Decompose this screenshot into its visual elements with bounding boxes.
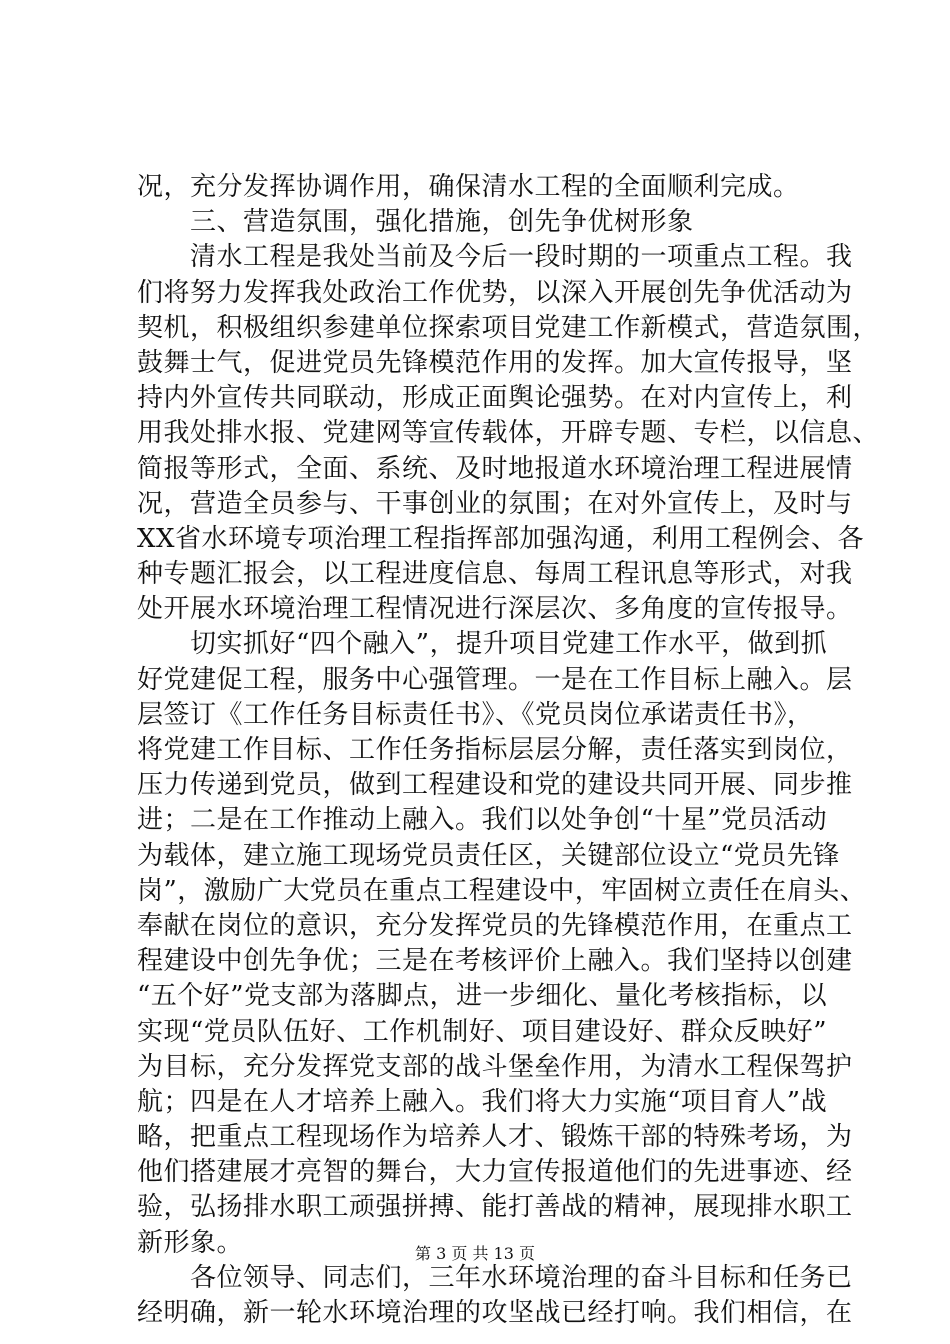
text-line: 岗”，激励广大党员在重点工程建设中，牢固树立责任在肩头、	[137, 875, 867, 906]
text-line: 处开展水环境治理工程情况进行深层次、多角度的宣传报导。	[137, 594, 853, 625]
text-line: 为目标，充分发挥党支部的战斗堡垒作用，为清水工程保驾护	[137, 1051, 853, 1082]
text-line: 用我处排水报、党建网等宣传载体，开辟专题、专栏，以信息、	[137, 418, 880, 449]
text-line: 实现“党员队伍好、工作机制好、项目建设好、群众反映好”	[137, 1016, 828, 1047]
text-line: 进；二是在工作推动上融入。我们以处争创“十星”党员活动	[137, 805, 828, 836]
text-line: 层签订《工作任务目标责任书》、《党员岗位承诺责任书》，	[137, 699, 814, 730]
text-line: 程建设中创先争优；三是在考核评价上融入。我们坚持以创建	[137, 946, 853, 977]
text-line: 航；四是在人才培养上融入。我们将大力实施“项目育人”战	[137, 1086, 828, 1117]
text-line: 鼓舞士气，促进党员先锋模范作用的发挥。加大宣传报导，坚	[137, 347, 853, 378]
section-heading: 三、营造氛围，强化措施，创先争优树形象	[137, 207, 694, 238]
text-line: 新形象。	[137, 1227, 244, 1258]
text-line: 奉献在岗位的意识，充分发挥党员的先锋模范作用，在重点工	[137, 910, 853, 941]
text-line: 持内外宣传共同联动，形成正面舆论强势。在对内宣传上，利	[137, 383, 853, 414]
text-line: 清水工程是我处当前及今后一段时期的一项重点工程。我	[137, 242, 853, 273]
text-line: 各位领导、同志们，三年水环境治理的奋斗目标和任务已	[137, 1262, 853, 1293]
text-line: XX省水环境专项治理工程指挥部加强沟通，利用工程例会、各	[137, 523, 865, 554]
text-line: 压力传递到党员，做到工程建设和党的建设共同开展、同步推	[137, 770, 853, 801]
text-line: 况，营造全员参与、干事创业的氛围；在对外宣传上，及时与	[137, 488, 853, 519]
text-line: 种专题汇报会，以工程进度信息、每周工程讯息等形式，对我	[137, 559, 853, 590]
text-line: 好党建促工程，服务中心强管理。一是在工作目标上融入。层	[137, 664, 853, 695]
page-number-footer: 第 3 页 共 13 页	[415, 1244, 535, 1263]
text-line: 们将努力发挥我处政治工作优势，以深入开展创先争优活动为	[137, 277, 853, 308]
text-line: 验，弘扬排水职工顽强拼搏、能打善战的精神，展现排水职工	[137, 1192, 853, 1223]
text-line: “五个好”党支部为落脚点，进一步细化、量化考核指标，以	[137, 981, 828, 1012]
text-line: 将党建工作目标、工作任务指标层层分解，责任落实到岗位，	[137, 735, 853, 765]
text-line: 经明确，新一轮水环境治理的攻坚战已经打响。我们相信，在	[137, 1298, 853, 1328]
text-line: 他们搭建展才亮智的舞台，大力宣传报道他们的先进事迹、经	[137, 1157, 853, 1188]
text-line: 契机，积极组织参建单位探索项目党建工作新模式，营造氛围，	[137, 312, 880, 343]
text-line: 切实抓好“四个融入”，提升项目党建工作水平，做到抓	[137, 629, 828, 660]
text-line: 况，充分发挥协调作用，确保清水工程的全面顺利完成。	[137, 172, 800, 202]
text-line: 为载体，建立施工现场党员责任区，关键部位设立“党员先锋	[137, 840, 840, 871]
text-line: 简报等形式，全面、系统、及时地报道水环境治理工程进展情	[137, 453, 853, 484]
text-line: 略，把重点工程现场作为培养人才、锻炼干部的特殊考场，为	[137, 1122, 853, 1153]
document-body	[137, 170, 880, 1331]
